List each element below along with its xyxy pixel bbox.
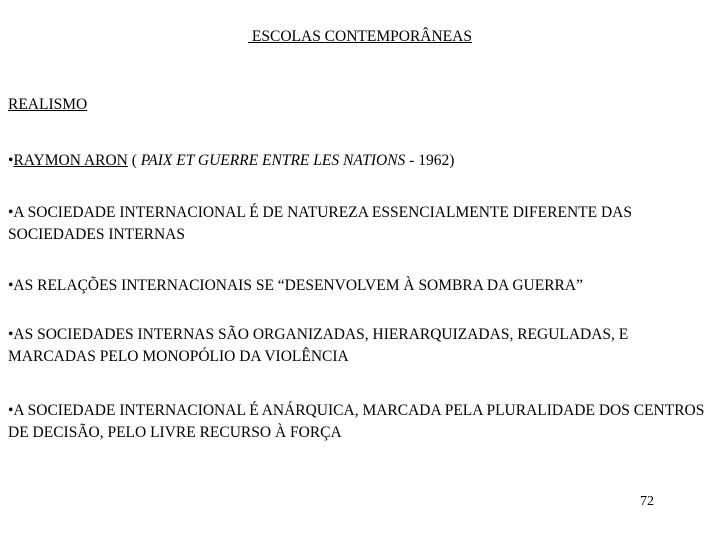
slide-title: ESCOLAS CONTEMPORÂNEAS [248,28,472,45]
work-year: - 1962) [405,152,455,169]
work-title: PAIX ET GUERRE ENTRE LES NATIONS [140,152,406,169]
bullet-marker: • [8,152,14,169]
author-name: RAYMON ARON [13,152,128,169]
paren-open: ( [127,152,141,169]
section-heading: REALISMO [8,96,88,113]
bullet-international-society: •A SOCIEDADE INTERNACIONAL É DE NATUREZA ESSENCIALMENTE DIFERENTE DAS SOCIEDADES INTERNAS [8,204,632,243]
bullet-internal-societies: •AS SOCIEDADES INTERNAS SÃO ORGANIZADAS, HIERARQUIZADAS, REGULADAS, E MARCADAS PELO MONOPÓLIO DA VIOLÊNCIA [8,326,629,365]
page-number: 72 [640,494,654,509]
bullet-anarchic-society: •A SOCIEDADE INTERNACIONAL É ANÁRQUICA, MARCADA PELA PLURALIDADE DOS CENTROS DE DECISÃO, PELO LIVRE RECURSO À FORÇA [8,402,705,441]
bullet-author [8,150,716,172]
bullet-international-relations: •AS RELAÇÕES INTERNACIONAIS SE “DESENVOLVEM À SOMBRA DA GUERRA” [8,277,583,294]
